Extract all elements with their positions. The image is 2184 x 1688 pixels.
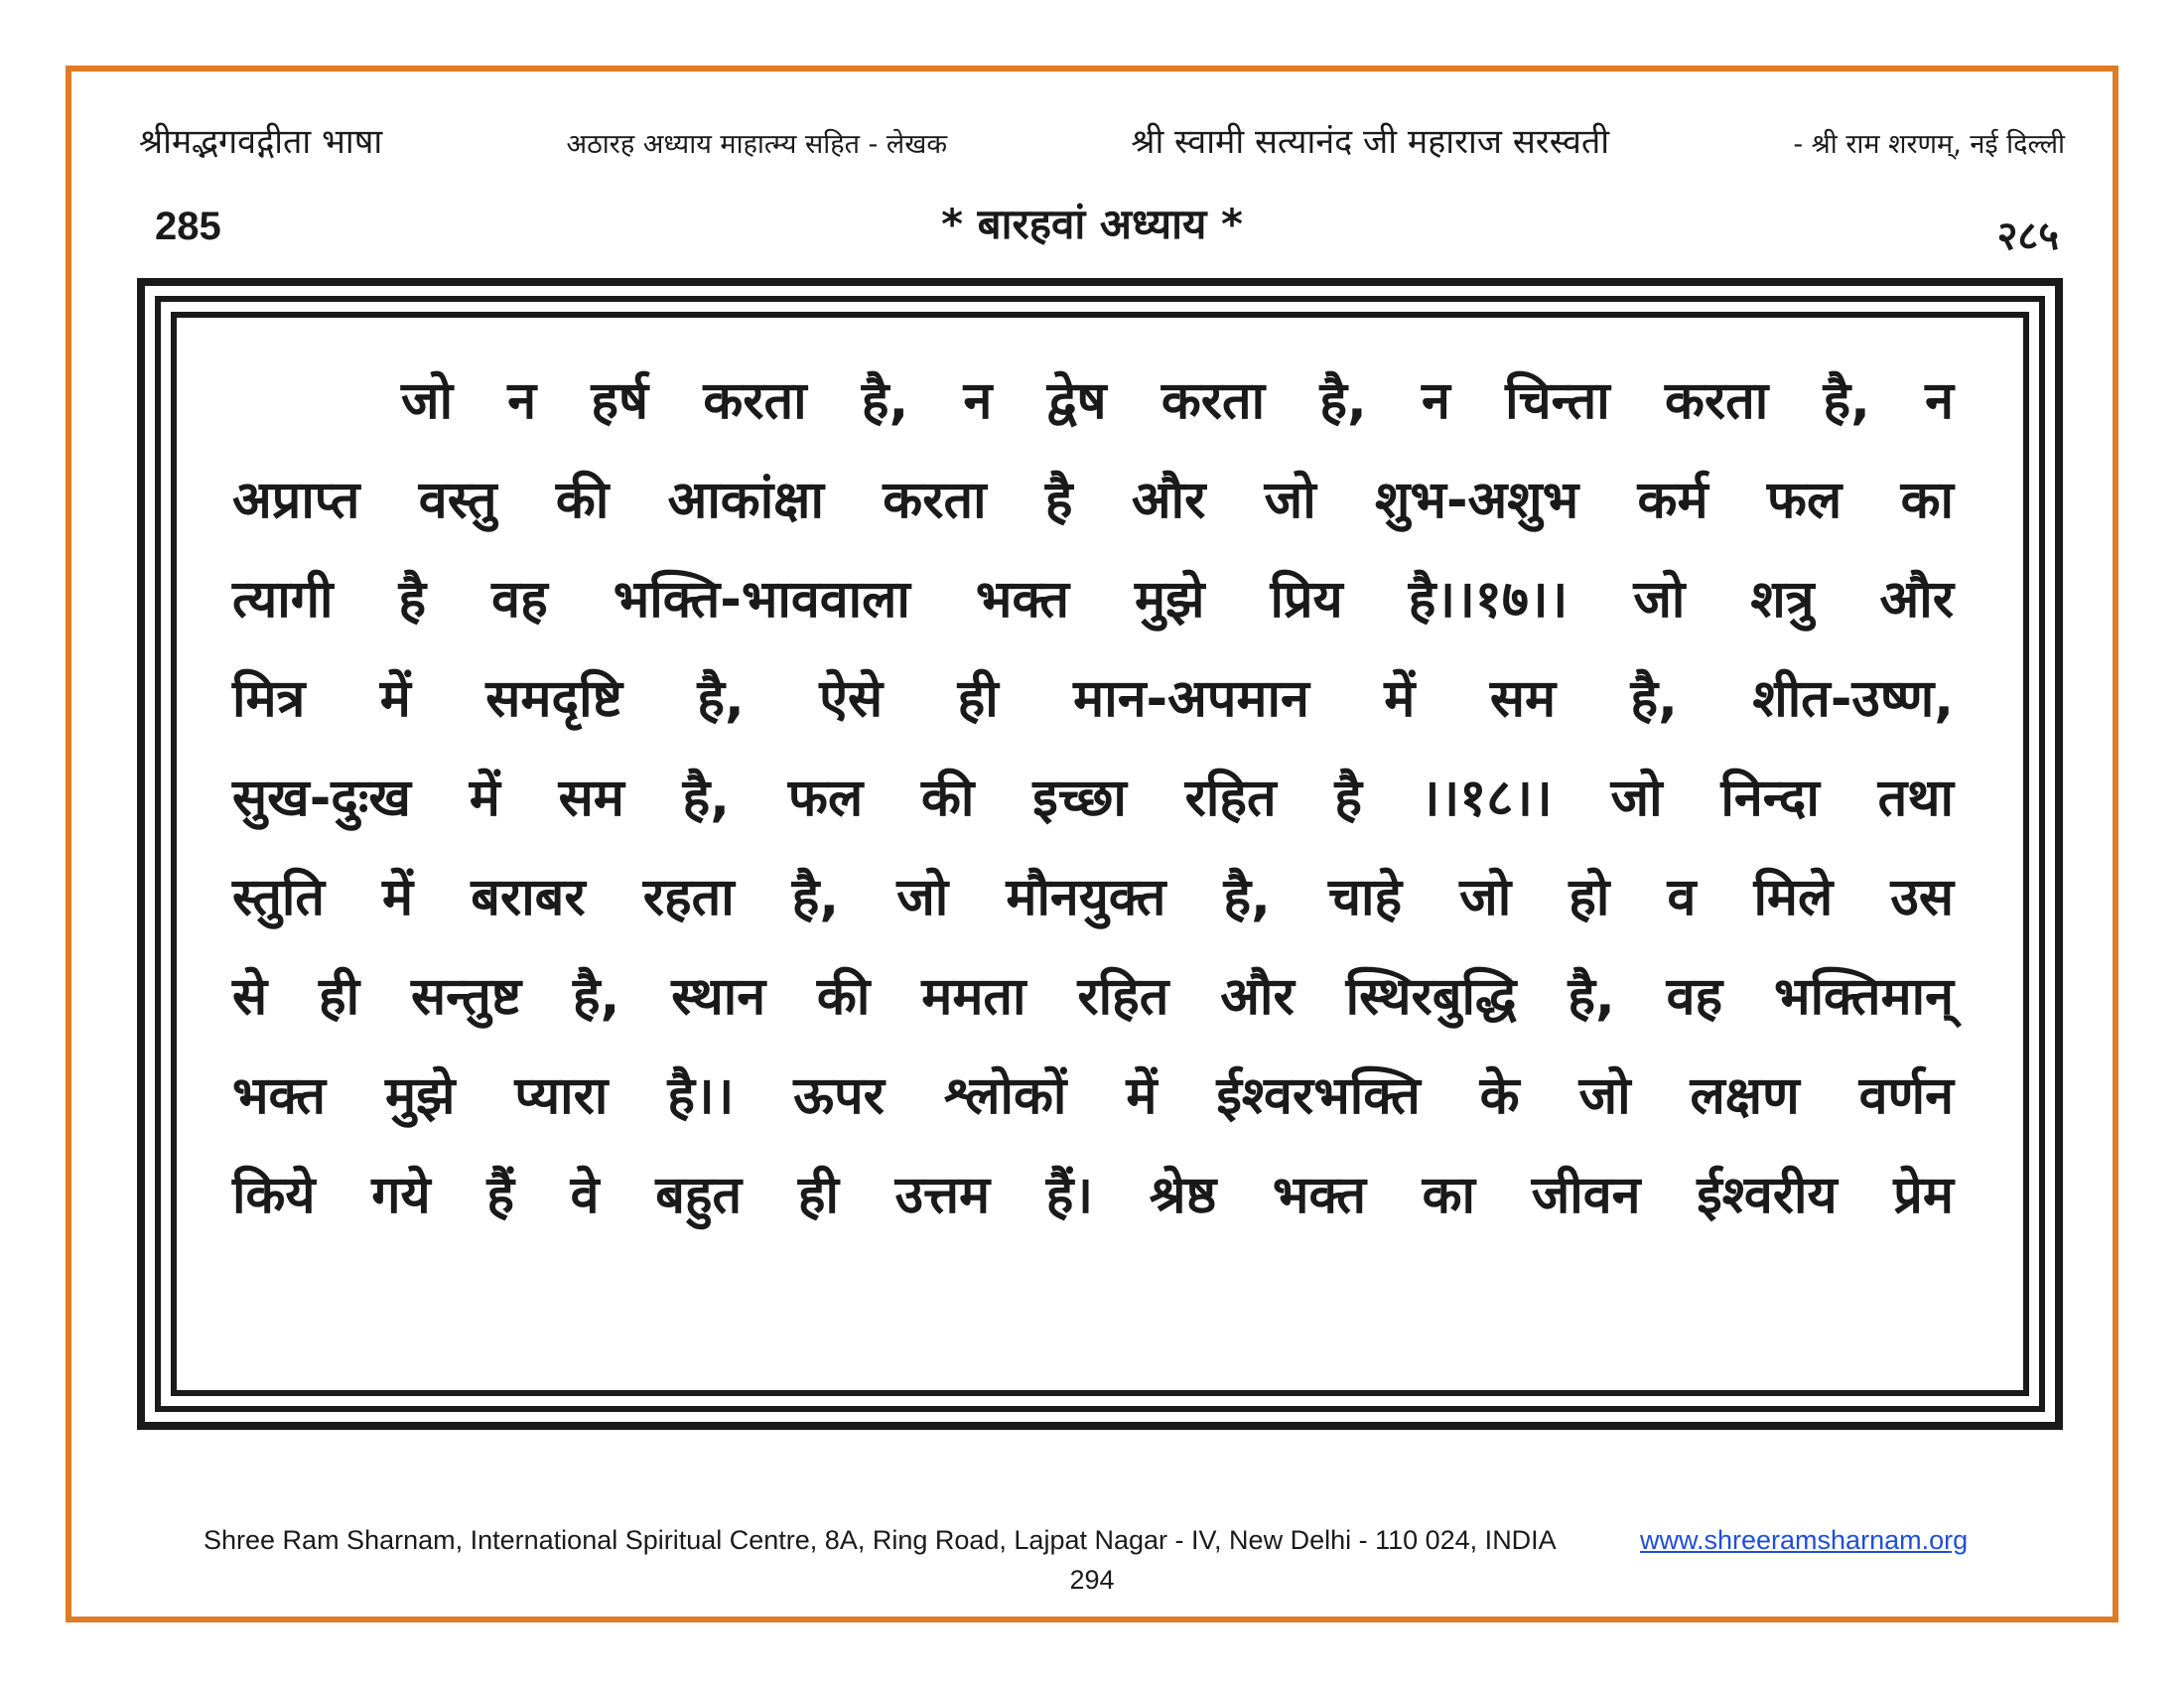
body-text (232, 352, 1954, 1245)
page-number-left: 285 (155, 205, 221, 248)
book-subtitle: अठारह अध्याय माहात्म्य सहित - लेखक (566, 129, 948, 160)
running-header (139, 117, 2065, 167)
text-frame-outer (137, 278, 2063, 1430)
body-line: भक्त मुझे प्यारा है।। ऊपर श्लोकों में ईश्वरभक्ति के जो लक्षण वर्णन (232, 1066, 1954, 1126)
body-line: अप्राप्त वस्तु की आकांक्षा करता है और जो शुभ-अशुभ कर्म फल का (232, 471, 1954, 530)
chapter-title: * बारहवां अध्याय * (941, 200, 1243, 248)
text-frame-middle (155, 296, 2045, 1412)
body-line: त्यागी है वह भक्ति-भाववाला भक्त मुझे प्रिय है।।१७।। जो शत्रु और (232, 570, 1954, 630)
author-name: श्री स्वामी सत्यानंद जी महाराज सरस्वती (1131, 122, 1610, 162)
footer-page-number: 294 (1069, 1565, 1115, 1595)
book-title: श्रीमद्भगवद्गीता भाषा (139, 122, 383, 162)
page-number-right: २८५ (1996, 213, 2059, 259)
text-frame-inner (171, 312, 2029, 1396)
body-line: जो न हर्ष करता है, न द्वेष करता है, न चिन्ता करता है, न (401, 371, 1954, 431)
website-link[interactable]: www.shreeramsharnam.org (1640, 1525, 1969, 1555)
body-line: मित्र में समदृष्टि है, ऐसे ही मान-अपमान में सम है, शीत-उष्ण, (232, 669, 1954, 729)
body-line: किये गये हैं वे बहुत ही उत्तम हैं। श्रेष्ठ भक्त का जीवन ईश्वरीय प्रेम (232, 1166, 1954, 1225)
body-line: से ही सन्तुष्ट है, स्थान की ममता रहित और स्थिरबुद्धि है, वह भक्तिमान् (232, 967, 1954, 1027)
body-line: स्तुति में बराबर रहता है, जो मौनयुक्त है, चाहे जो हो व मिले उस (232, 868, 1954, 927)
body-line: सुख-दुःख में सम है, फल की इच्छा रहित है ।।१८।। जो निन्दा तथा (232, 769, 1954, 828)
footer-address: Shree Ram Sharnam, International Spiritual Centre, 8A, Ring Road, Lajpat Nagar - IV, New Delhi - 110 024, INDIA (204, 1525, 1557, 1555)
publisher-name: - श्री राम शरणम्, नई दिल्ली (1793, 129, 2065, 160)
